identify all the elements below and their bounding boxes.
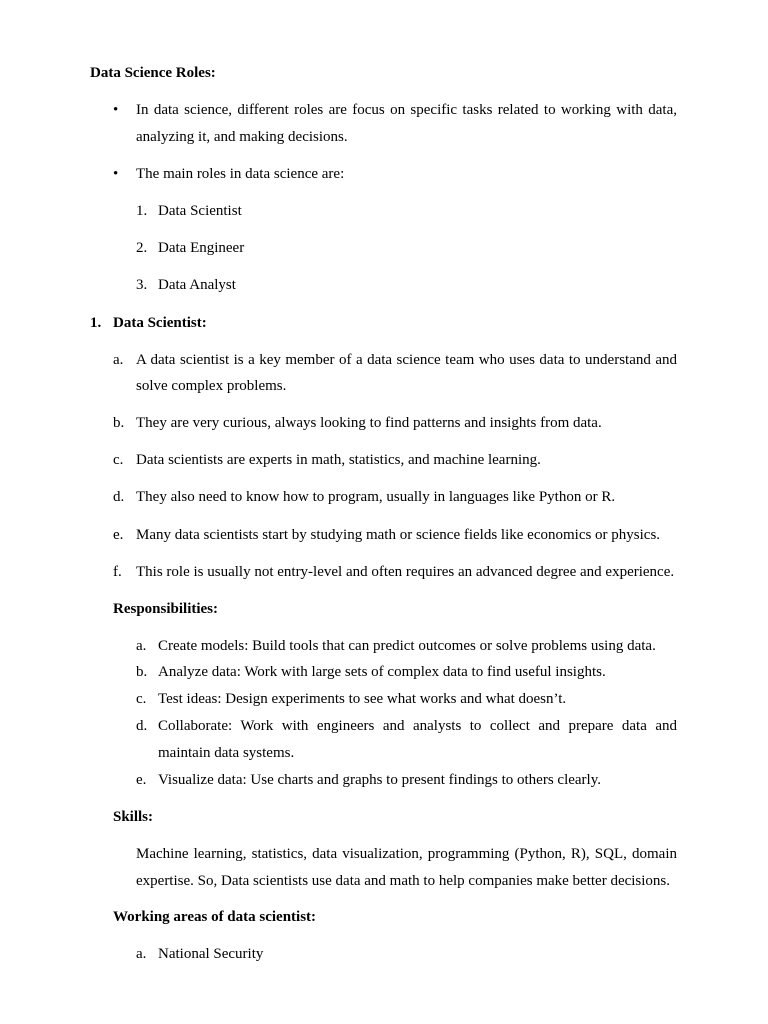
resp-item-d-line2: maintain data systems. [158, 745, 295, 761]
resp-marker: b. [136, 664, 148, 680]
point-marker: c. [113, 452, 124, 468]
point-a-line2: solve complex problems. [136, 378, 287, 394]
roles-list-item: Data Scientist [158, 203, 242, 219]
point-f: This role is usually not entry-level and often requires an advanced degree and experience. [136, 564, 675, 580]
point-marker: f. [113, 564, 122, 580]
resp-marker: c. [136, 691, 147, 707]
working-areas-heading: Working areas of data scientist: [113, 909, 317, 925]
resp-marker: a. [136, 638, 147, 654]
skills-text-line2: expertise. So, Data scientists use data and math to help companies make better decisions. [136, 873, 671, 889]
responsibilities-heading: Responsibilities: [113, 601, 219, 617]
intro-bullet-1-line1: In data science, different roles are focus on specific tasks related to working with data, [136, 102, 677, 118]
working-area-marker: a. [136, 946, 147, 962]
section-title: Data Scientist: [113, 315, 207, 331]
roles-list-item: Data Engineer [158, 240, 245, 256]
resp-marker: d. [136, 718, 148, 734]
point-e: Many data scientists start by studying math or science fields like economics or physics. [136, 527, 661, 543]
resp-item-c: Test ideas: Design experiments to see what works and what doesn’t. [158, 691, 567, 707]
skills-text-line1: Machine learning, statistics, data visualization, programming (Python, R), SQL, domain [136, 846, 677, 862]
point-a-line1: A data scientist is a key member of a data science team who uses data to understand and [136, 352, 677, 368]
resp-item-e: Visualize data: Use charts and graphs to present findings to others clearly. [158, 772, 601, 788]
bullet-marker: • [113, 166, 119, 182]
point-marker: d. [113, 489, 125, 505]
resp-item-b: Analyze data: Work with large sets of complex data to find useful insights. [158, 664, 606, 680]
point-c: Data scientists are experts in math, statistics, and machine learning. [136, 452, 541, 468]
roles-list-item: Data Analyst [158, 277, 236, 293]
working-area-item: National Security [158, 946, 264, 962]
point-marker: e. [113, 527, 124, 543]
bullet-marker: • [113, 102, 119, 118]
roles-list-marker: 3. [136, 277, 148, 293]
resp-marker: e. [136, 772, 147, 788]
point-marker: a. [113, 352, 124, 368]
section-marker: 1. [90, 315, 102, 331]
intro-bullet-2: The main roles in data science are: [136, 166, 345, 182]
point-b: They are very curious, always looking to find patterns and insights from data. [136, 415, 602, 431]
resp-item-a: Create models: Build tools that can predict outcomes or solve problems using data. [158, 638, 656, 654]
page-heading: Data Science Roles: [90, 65, 216, 81]
roles-list-marker: 1. [136, 203, 148, 219]
skills-heading: Skills: [113, 809, 154, 825]
point-d: They also need to know how to program, usually in languages like Python or R. [136, 489, 616, 505]
resp-item-d-line1: Collaborate: Work with engineers and analysts to collect and prepare data and [158, 718, 677, 734]
point-marker: b. [113, 415, 125, 431]
intro-bullet-1-line2: analyzing it, and making decisions. [136, 129, 348, 145]
roles-list-marker: 2. [136, 240, 148, 256]
